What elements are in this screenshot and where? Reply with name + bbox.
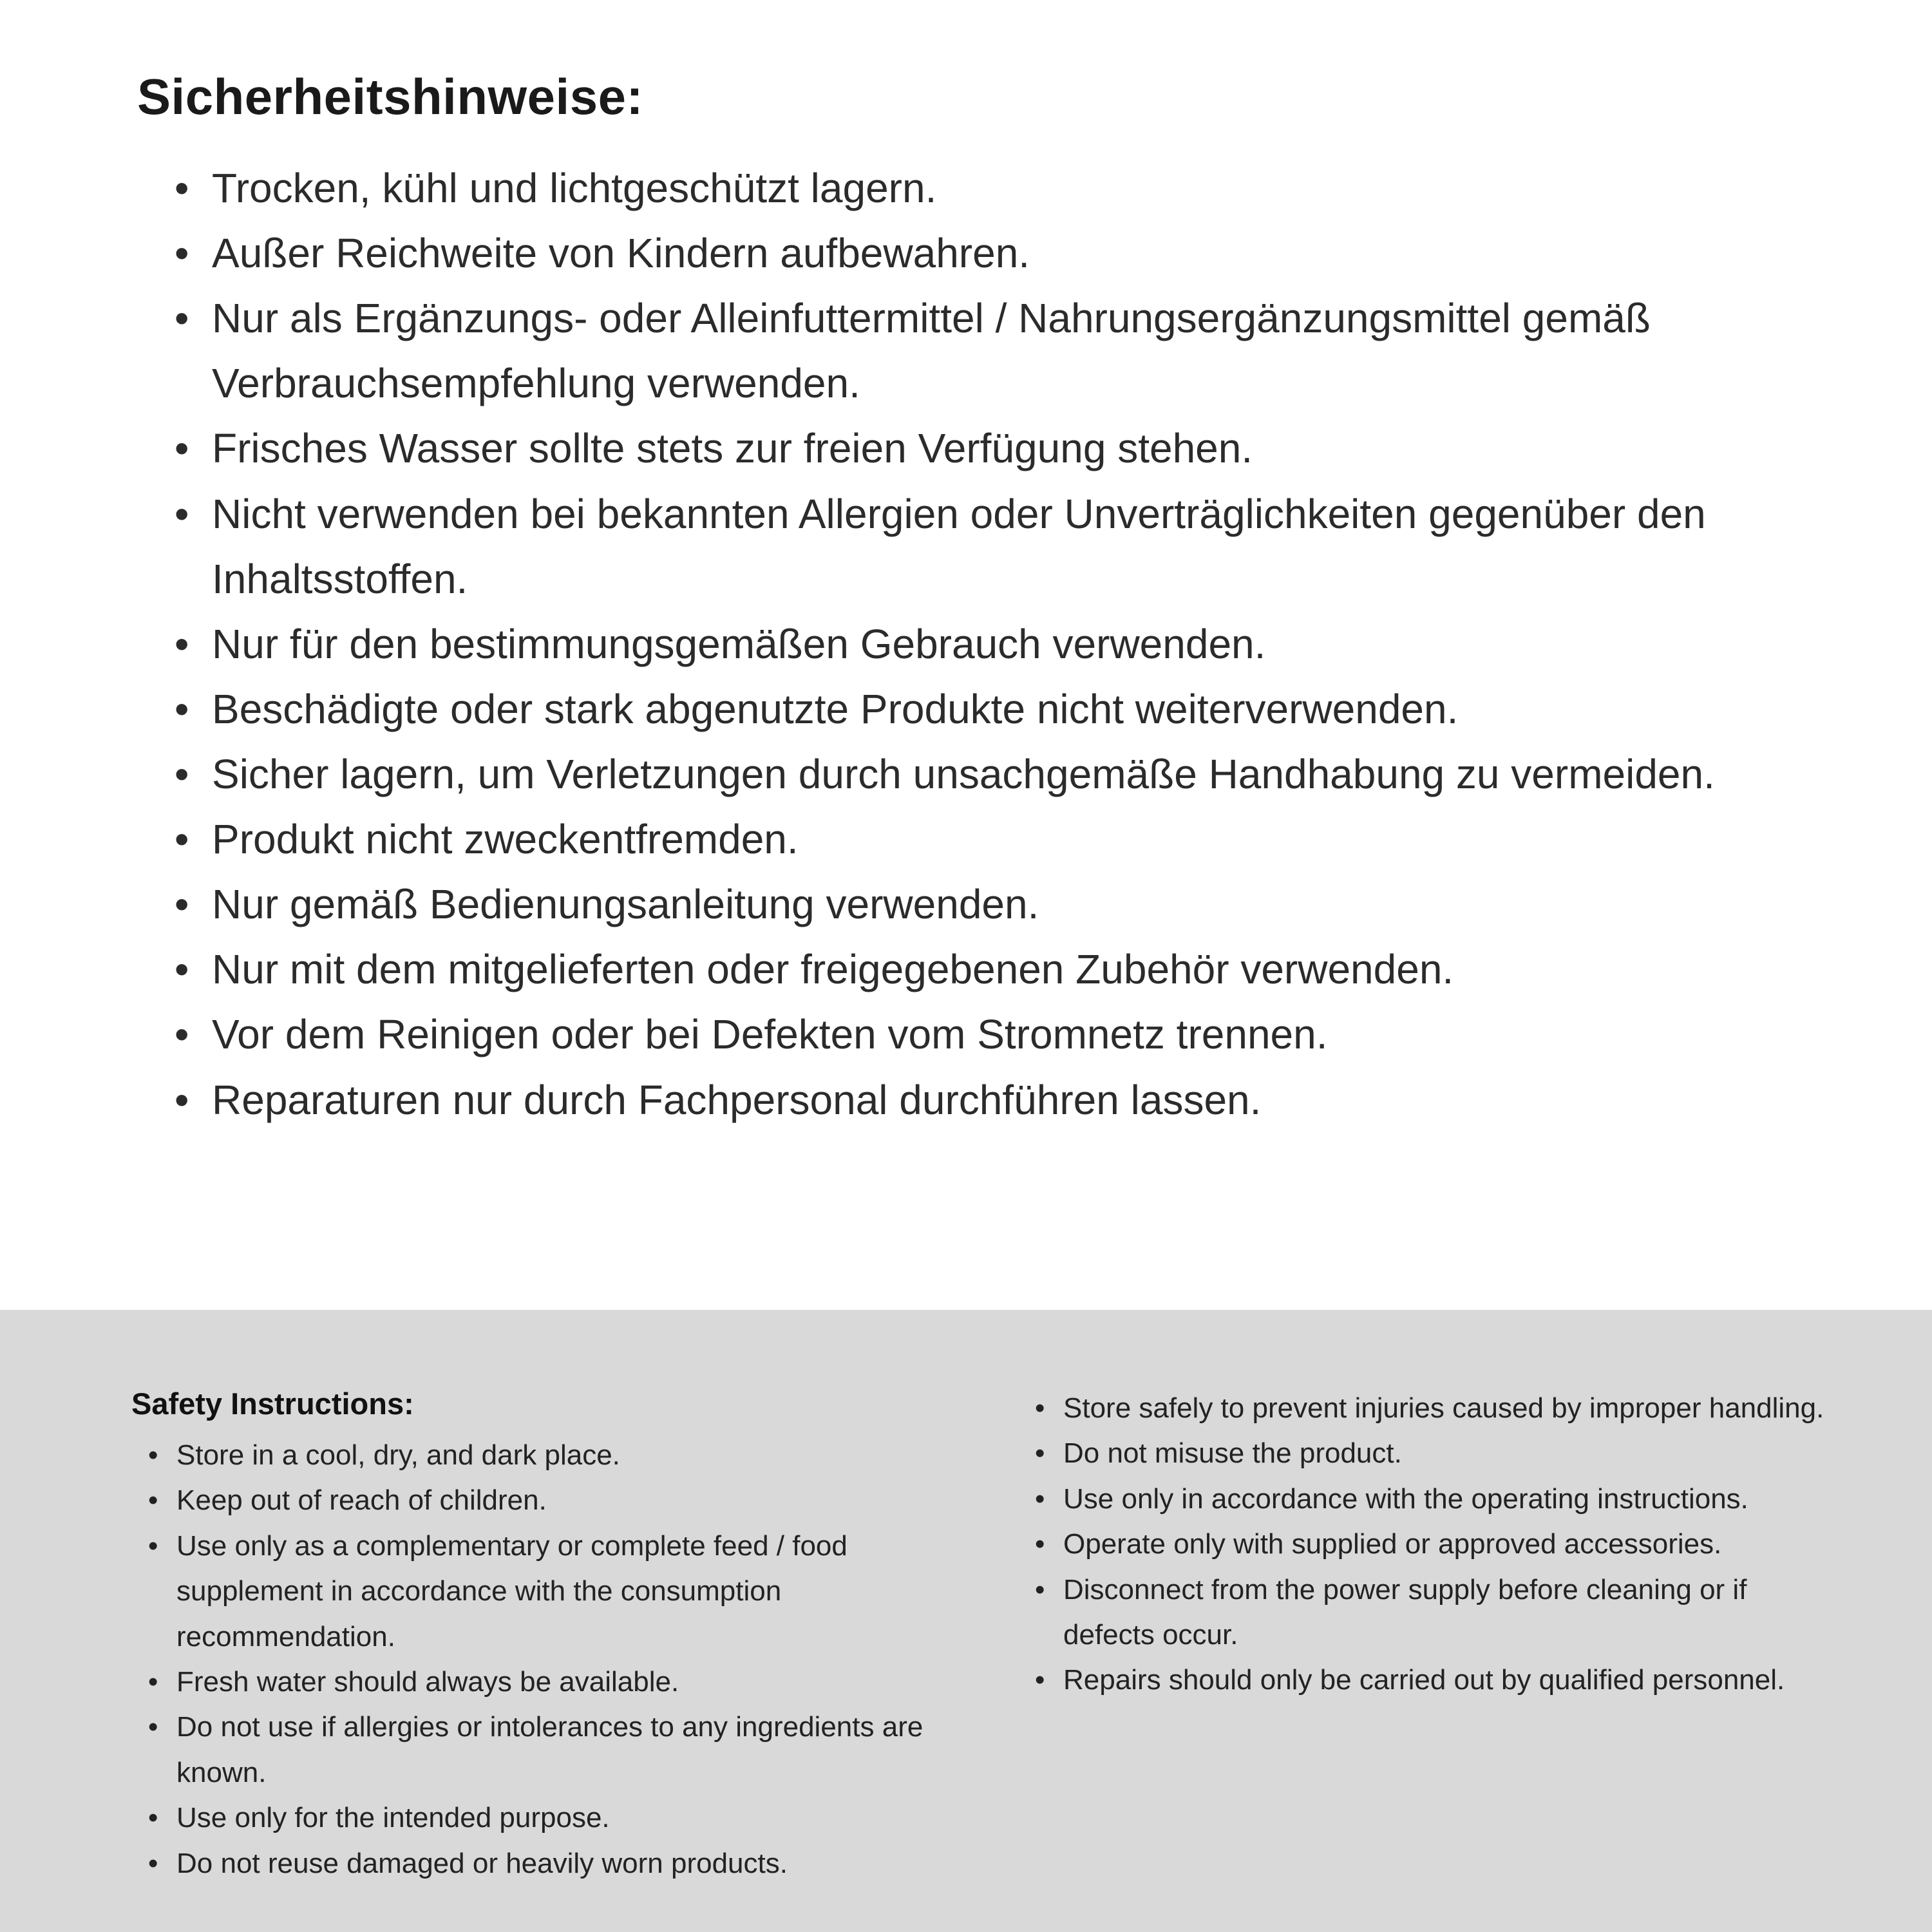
list-item: • Sicher lagern, um Verletzungen durch unsachgemäße Handhabung zu vermeiden. — [175, 742, 1829, 807]
list-item: • Disconnect from the power supply before cleaning or if defects occur. — [1035, 1567, 1842, 1658]
list-item: • Store safely to prevent injuries caused by improper handling. — [1035, 1386, 1842, 1431]
list-item: • Operate only with supplied or approved accessories. — [1035, 1522, 1842, 1567]
list-item: • Use only as a complementary or complete feed / food supplement in accordance with the consumption recommendation. — [148, 1524, 938, 1660]
english-bullet-list-left — [148, 1433, 938, 1886]
list-item: • Nur mit dem mitgelieferten oder freigegebenen Zubehör verwenden. — [175, 937, 1829, 1002]
list-item: • Beschädigte oder stark abgenutzte Produkte nicht weiterverwenden. — [175, 677, 1829, 742]
german-heading: Sicherheitshinweise: — [137, 68, 643, 125]
list-item: • Use only in accordance with the operating instructions. — [1035, 1477, 1842, 1522]
english-heading: Safety Instructions: — [131, 1387, 414, 1421]
list-item: • Do not use if allergies or intolerances to any ingredients are known. — [148, 1705, 938, 1795]
english-section — [0, 1310, 1932, 1932]
list-item: • Frisches Wasser sollte stets zur freien Verfügung stehen. — [175, 416, 1829, 481]
list-item: • Nur für den bestimmungsgemäßen Gebrauch verwenden. — [175, 612, 1829, 677]
english-right-column — [1035, 1386, 1842, 1932]
english-left-column — [131, 1386, 938, 1932]
list-item: • Produkt nicht zweckentfremden. — [175, 807, 1829, 872]
list-item: • Use only for the intended purpose. — [148, 1795, 938, 1841]
list-item: • Vor dem Reinigen oder bei Defekten vom Stromnetz trennen. — [175, 1002, 1829, 1067]
list-item: • Nur gemäß Bedienungsanleitung verwenden. — [175, 872, 1829, 937]
list-item: • Repairs should only be carried out by qualified personnel. — [1035, 1658, 1842, 1703]
list-item: • Store in a cool, dry, and dark place. — [148, 1433, 938, 1478]
list-item: • Trocken, kühl und lichtgeschützt lagern. — [175, 156, 1829, 221]
list-item: • Außer Reichweite von Kindern aufbewahren. — [175, 221, 1829, 286]
list-item: • Reparaturen nur durch Fachpersonal durchführen lassen. — [175, 1068, 1829, 1133]
list-item: • Nicht verwenden bei bekannten Allergien oder Unverträglichkeiten gegenüber den Inhaltsstoffen. — [175, 482, 1829, 612]
list-item: • Nur als Ergänzungs- oder Alleinfuttermittel / Nahrungsergänzungsmittel gemäß Verbrauchsempfehlung verwenden. — [175, 286, 1829, 416]
german-bullet-list — [175, 156, 1829, 1133]
english-bullet-list-right — [1035, 1386, 1842, 1703]
list-item: • Keep out of reach of children. — [148, 1478, 938, 1523]
list-item: • Do not misuse the product. — [1035, 1431, 1842, 1476]
list-item: • Do not reuse damaged or heavily worn products. — [148, 1841, 938, 1886]
list-item: • Fresh water should always be available. — [148, 1660, 938, 1705]
